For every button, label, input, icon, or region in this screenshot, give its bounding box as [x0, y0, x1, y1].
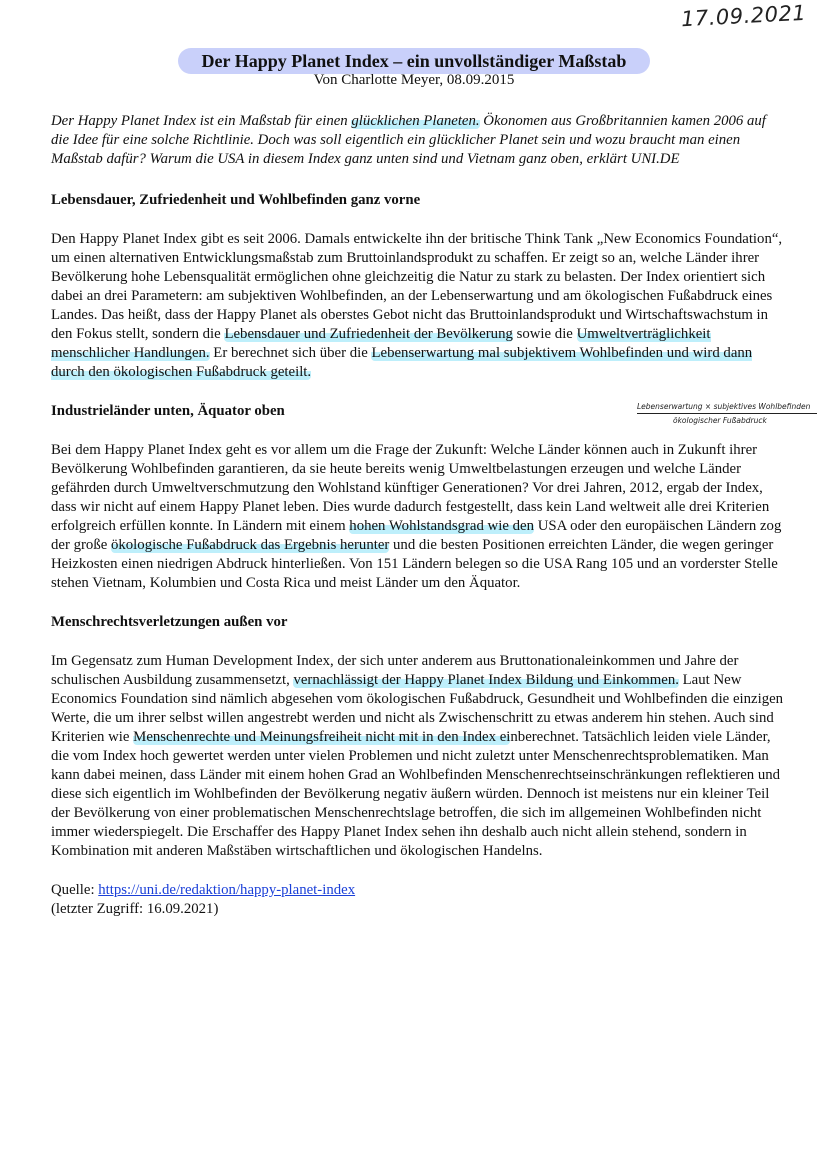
- body-text: USA oder den europäischen Ländern zog der große: [51, 518, 782, 553]
- body-text: sowie die: [512, 326, 577, 342]
- formula-denominator: ökologischer Fußabdruck: [673, 416, 767, 425]
- highlight: Umweltverträglichkeit menschlicher Handlungen.: [51, 326, 711, 361]
- body-text: Er berechnet sich über die: [209, 345, 372, 361]
- highlight: hohen Wohlstandsgrad wie den: [349, 518, 534, 534]
- highlight: Menschenrechte und Meinungsfreiheit nicht mit in den Index ei: [133, 729, 511, 745]
- section-heading: Menschrechtsverletzungen außen vor: [51, 614, 288, 630]
- body-text: und die besten Positionen erreichten Länder, die wegen geringer Heizkosten einen niedrigen Abdruck hinterließen. Von 151 Ländern belegen so die USA Rang 105 und an vorderster Stelle stehen Vietnam, Kolumbien und Costa Rica und meist Länder um den Äquator.: [51, 537, 778, 591]
- highlight: ökologische Fußabdruck das Ergebnis herunter: [110, 537, 390, 553]
- source-link[interactable]: https://uni.de/redaktion/happy-planet-index: [98, 882, 356, 898]
- body-text: Den Happy Planet Index gibt es seit 2006. Damals entwickelte ihn der britische Think Tank „New Economics Foundation“, um einen alternativen Entwicklungsmaßstab zum Bruttoinlandsprodukt zu schaffen. Er zeigt so an, welche Länder ihrer Bevölkerung hohe Lebensqualität ermöglichen ohne gleichzeitig die Natur zu stark zu belasten. Der Index orientiert sich dabei an drei Parametern: am subjektiven Wohlbefinden, an der Lebenserwartung und am ökologischen Fußabdruck eines Landes. Das heißt, dass der Happy Planet als oberstes Gebot nicht das Bruttoinlandsprodukt und Wirtschaftswachstum in den Fokus stellt, sondern die: [51, 231, 783, 342]
- intro-paragraph: [51, 112, 786, 169]
- body-text: Laut New Economics Foundation sind nämlich abgesehen vom ökologischen Fußabdruck, Gesundheit und Wohlbefinden die einzigen Werte, die um ihrer selbst willen angestrebt werden und nicht als Zwischenschritt zu etwas anderem hin stehen. Auch sind Kriterien wie: [51, 672, 784, 745]
- section-paragraph: [51, 652, 786, 861]
- access-date: (letzter Zugriff: 16.09.2021): [51, 901, 219, 917]
- handwritten-date: 17.09.2021: [680, 0, 807, 32]
- highlight: vernachlässigt der Happy Planet Index Bildung und Einkommen.: [293, 672, 679, 688]
- source-line: [51, 881, 786, 900]
- source-label: Quelle:: [51, 882, 99, 898]
- page-title: Der Happy Planet Index – ein unvollständiger Maßstab: [178, 48, 651, 74]
- section-heading: Lebensdauer, Zufriedenheit und Wohlbefinden ganz vorne: [51, 192, 421, 208]
- title-wrapper: [0, 48, 828, 74]
- section-paragraph: [51, 230, 786, 382]
- body-text: Im Gegensatz zum Human Development Index, der sich unter anderem aus Bruttonationaleinkommen und Jahre der schulischen Ausbildung zusammensetzt,: [51, 653, 739, 688]
- article-body: [51, 112, 786, 919]
- intro-text: Ökonomen aus Großbritannien kamen 2006 auf die Idee für eine solche Richtlinie. Doch was soll eigentlich ein glücklicher Planet sein und wozu braucht man einen Maßstab dafür? Warum die USA in diesem Index ganz unten sind und Vietnam ganz oben, erklärt UNI.DE: [51, 113, 766, 167]
- section-paragraph: [51, 441, 786, 593]
- body-text: nberechnet. Tatsächlich leiden viele Länder, die vom Index hoch gewertet werden unter vielen Problemen und nicht zuletzt unter Menschenrechtsproblematiken. Man kann dabei meinen, dass Länder mit einem hohen Grad an Wohlbefinden Menschenrechtseinschränkungen reflektieren und diese sich eigentlich im Wohlbefinden der Bevölkerung negativ äußern würden. Dennoch ist meistens nur ein kleiner Teil der Bevölkerung von einer problematischen Menschenrechtslage betroffen, die sich im allgemeinen Wohlbefinden nicht immer wiederspiegelt. Die Erschaffer des Happy Planet Index sehen ihn deshalb auch nicht allein stehend, sondern in Kombination mit anderen Maßstäben wirtschaftlichen und ökologischen Handelns.: [51, 729, 781, 859]
- byline: Von Charlotte Meyer, 08.09.2015: [313, 72, 515, 88]
- section-heading: Industrieländer unten, Äquator oben: [51, 403, 285, 419]
- highlight: Lebenserwartung mal subjektivem Wohlbefinden und wird dann durch den ökologischen Fußabdruck geteilt.: [51, 345, 753, 380]
- highlight: glücklichen Planeten.: [351, 113, 480, 129]
- body-text: Bei dem Happy Planet Index geht es vor allem um die Frage der Zukunft: Welche Länder können auch in Zukunft ihrer Bevölkerung Wohlbefinden garantieren, da sie heute bereits wenig Umweltbelastungen erzeugen und welche Länder gefährden durch Umweltverschmutzung den Wohlstand künftiger Generationen? Vor drei Jahren, 2012, ergab der Index, dass wir nicht auf einem Happy Planet leben. Dies wurde dadurch festgestellt, dass kein Land weltweit alle drei Kriterien erfolgreich erfüllen konnte. In Ländern mit einem: [51, 442, 770, 534]
- intro-text: Der Happy Planet Index ist ein Maßstab für einen: [51, 113, 352, 129]
- handwritten-formula-note: [637, 402, 817, 425]
- source-block: [51, 881, 786, 919]
- formula-numerator: Lebenserwartung × subjektives Wohlbefinden: [637, 402, 817, 414]
- highlight: Lebensdauer und Zufriedenheit der Bevölkerung: [224, 326, 513, 342]
